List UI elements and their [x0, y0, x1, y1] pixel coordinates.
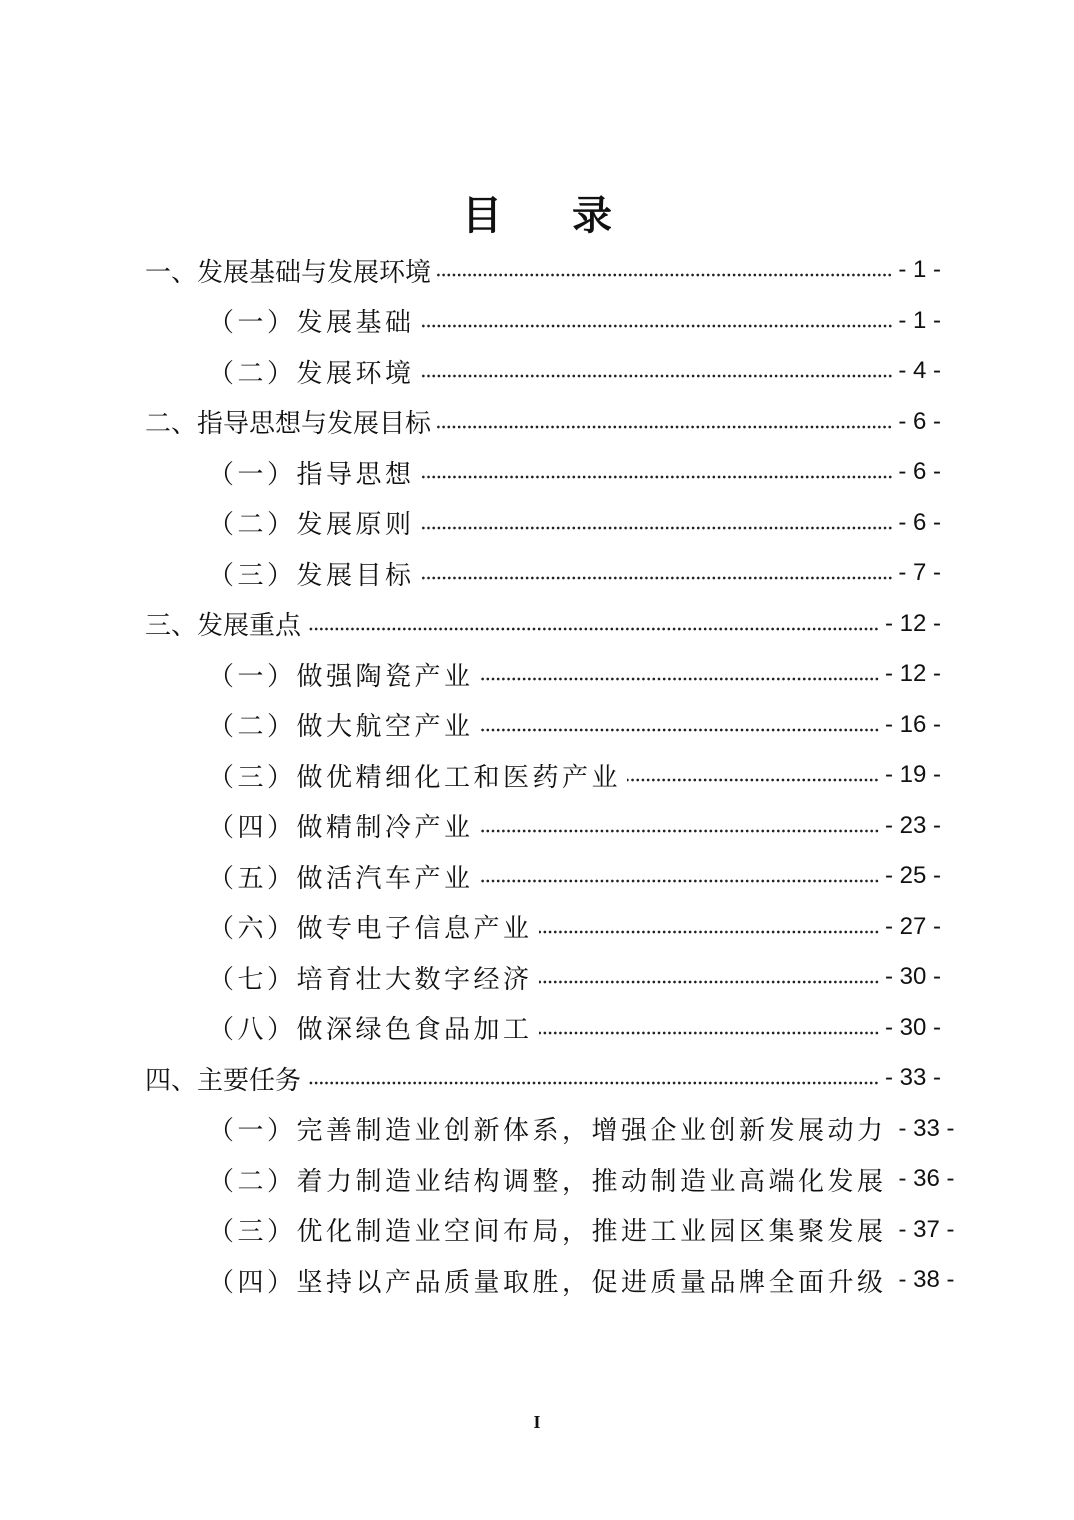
page-title: 目 录: [462, 193, 640, 239]
toc-entry[interactable]: [0, 750, 1074, 801]
toc-entry-title: 一、发展基础与发展环境: [145, 257, 432, 288]
dot-leader: [437, 273, 892, 277]
toc-entry-title: （二）发展原则: [208, 510, 415, 541]
toc-page-number: - 12 -: [884, 609, 941, 637]
toc-entry[interactable]: [0, 902, 1074, 953]
toc-entry-title: （三）发展目标: [208, 560, 415, 591]
toc-entry[interactable]: [0, 548, 1074, 599]
toc-page-number: - 27 -: [884, 912, 941, 940]
toc-entry-title: （八）做深绿色食品加工: [208, 1015, 533, 1046]
toc-entry[interactable]: [0, 498, 1074, 549]
toc-page-number: - 30 -: [884, 1013, 941, 1041]
page-number-footer: I: [533, 1412, 541, 1432]
toc-entry[interactable]: [0, 447, 1074, 498]
dot-leader: [539, 1031, 879, 1035]
toc-entry-title: （五）做活汽车产业: [208, 863, 474, 894]
toc-entry-title: （二）做大航空产业: [208, 712, 474, 743]
toc-entry[interactable]: [0, 1154, 1074, 1205]
toc-entry[interactable]: [0, 1053, 1074, 1104]
toc-entry-title: （六）做专电子信息产业: [208, 914, 533, 945]
dot-leader: [480, 728, 879, 732]
toc-entry[interactable]: [0, 801, 1074, 852]
toc-entry[interactable]: [0, 1104, 1074, 1155]
toc-entry[interactable]: [0, 952, 1074, 1003]
toc-entry[interactable]: [0, 700, 1074, 751]
toc-page-number: - 30 -: [884, 963, 941, 991]
toc-entry-title: （一）做强陶瓷产业: [208, 661, 474, 692]
toc-entry[interactable]: [0, 346, 1074, 397]
toc-page-number: - 1 -: [898, 256, 941, 284]
dot-leader: [421, 526, 893, 530]
dot-leader: [539, 980, 879, 984]
toc-entry[interactable]: [0, 1205, 1074, 1256]
toc-entry[interactable]: [0, 1255, 1074, 1306]
dot-leader: [307, 627, 879, 631]
toc-page-number: - 12 -: [884, 660, 941, 688]
toc-entry-title: （二）着力制造业结构调整，推动制造业高端化发展: [208, 1166, 887, 1197]
toc-entry-title: （七）培育壮大数字经济: [208, 964, 533, 995]
dot-leader: [421, 576, 893, 580]
toc-entry-title: 三、发展重点: [145, 611, 302, 642]
dot-leader: [627, 778, 879, 782]
dot-leader: [480, 829, 879, 833]
toc-entry[interactable]: [0, 1003, 1074, 1054]
dot-leader: [421, 475, 893, 479]
toc-page-number: - 23 -: [884, 811, 941, 839]
toc-entry-title: （三）优化制造业空间布局，推进工业园区集聚发展: [208, 1217, 887, 1248]
toc-page-number: - 6 -: [898, 508, 941, 536]
toc-page-number: - 6 -: [898, 458, 941, 486]
dot-leader: [480, 677, 879, 681]
toc-page-number: - 19 -: [884, 761, 941, 789]
toc-entry-title: （四）坚持以产品质量取胜，促进质量品牌全面升级: [208, 1267, 887, 1298]
dot-leader: [421, 374, 893, 378]
toc-entry-title: 二、指导思想与发展目标: [145, 409, 432, 440]
toc-page-number: - 6 -: [898, 407, 941, 435]
toc-entry-title: （一）发展基础: [208, 308, 415, 339]
toc-entry-title: （一）完善制造业创新体系，增强企业创新发展动力: [208, 1116, 887, 1147]
toc-page-number: - 33 -: [884, 1064, 941, 1092]
toc-entry[interactable]: [0, 296, 1074, 347]
toc-page-number: - 38 -: [898, 1266, 955, 1294]
toc-entry[interactable]: [0, 599, 1074, 650]
dot-leader: [437, 425, 892, 429]
table-of-contents: [0, 245, 1074, 1306]
toc-page-number: - 25 -: [884, 862, 941, 890]
toc-entry[interactable]: [0, 649, 1074, 700]
toc-entry-title: 四、主要任务: [145, 1065, 302, 1096]
toc-page-number: - 36 -: [898, 1165, 955, 1193]
dot-leader: [307, 1081, 879, 1085]
toc-page-number: - 4 -: [898, 357, 941, 385]
toc-entry[interactable]: [0, 851, 1074, 902]
dot-leader: [539, 930, 879, 934]
toc-page-number: - 33 -: [898, 1114, 955, 1142]
dot-leader: [480, 879, 879, 883]
toc-entry-title: （四）做精制冷产业: [208, 813, 474, 844]
toc-page-number: - 37 -: [898, 1215, 955, 1243]
toc-page-number: - 1 -: [898, 306, 941, 334]
toc-entry-title: （一）指导思想: [208, 459, 415, 490]
toc-page-number: - 7 -: [898, 559, 941, 587]
toc-page-number: - 16 -: [884, 710, 941, 738]
toc-entry[interactable]: [0, 245, 1074, 296]
toc-entry-title: （二）发展环境: [208, 358, 415, 389]
toc-entry-title: （三）做优精细化工和医药产业: [208, 762, 622, 793]
toc-entry[interactable]: [0, 397, 1074, 448]
dot-leader: [421, 324, 893, 328]
